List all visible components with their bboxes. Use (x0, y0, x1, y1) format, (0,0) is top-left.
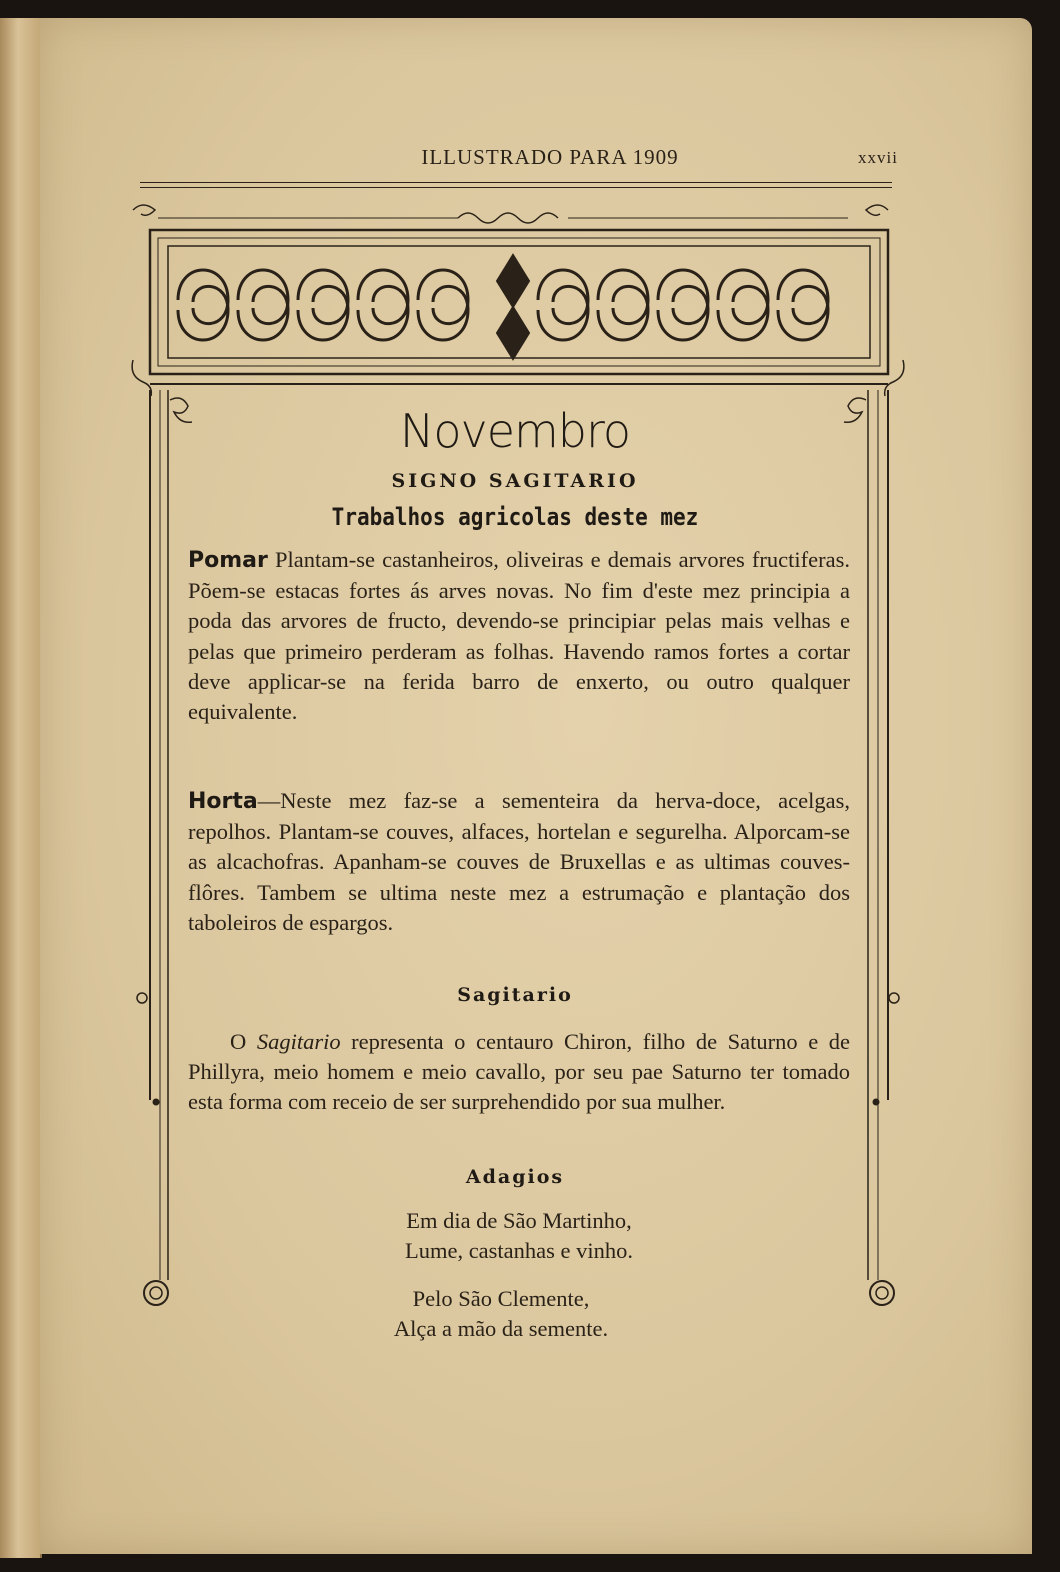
verse-line: Em dia de São Martinho, (406, 1208, 632, 1233)
sagitario-text-lead: O (230, 1029, 257, 1054)
horta-paragraph (188, 786, 850, 938)
running-head: ILLUSTRADO PARA 1909 (421, 145, 679, 169)
pomar-paragraph (188, 545, 850, 727)
ornamental-frame (128, 200, 908, 1320)
pomar-text: Plantam-se castanheiros, oliveiras e demais arvores fructiferas. Põem-se estacas fortes ás arves novas. No fim d'este mez principia a poda das arvores de fructo, devendo-se principiar pelas mais velhas e pelas que primeiro perderam as folhas. Havendo ramos fortes a cortar deve applicar-se na ferida barro de enxerto, ou outro qualquer equivalente. (188, 547, 850, 725)
zodiac-sign: SIGNO SAGITARIO (391, 470, 639, 492)
sagitario-text: representa o centauro Chiron, filho de Saturno e de Phillyra, meio homem e meio cavallo, por seu pae Saturno ter tomado esta forma com receio de ser surprehendido por sua mulher. (188, 1029, 851, 1115)
sagitario-paragraph (188, 1027, 850, 1118)
sagitario-italic: Sagitario (256, 1029, 341, 1054)
verse-line: Lume, castanhas e vinho. (404, 1238, 634, 1263)
book-spine-edge (0, 18, 42, 1558)
adagio-verse-2 (170, 1284, 832, 1344)
adagios-heading: Adagios (465, 1166, 565, 1188)
pomar-label: Pomar (188, 548, 268, 573)
sagitario-heading: Sagitario (457, 984, 573, 1006)
verse-line: Alça a mão da semente. (393, 1316, 609, 1341)
horta-label: Horta (188, 789, 258, 814)
header-rule (140, 182, 892, 188)
works-heading: Trabalhos agricolas deste mez (331, 503, 699, 531)
horta-text: —Neste mez faz-se a sementeira da herva-doce, acelgas, repolhos. Plantam-se couves, alfaces, hortelan e segurelha. Alporcam-se as alcachofras. Apanham-se couves de Bruxellas e as ultimas couves-flôres. Tambem se ultima neste mez a estrumação e plantação dos taboleiros de espargos. (188, 788, 850, 935)
verse-line: Pelo São Clemente, (412, 1286, 590, 1311)
month-title: Novembro (399, 404, 631, 458)
page-number: xxvii (858, 148, 898, 167)
adagio-verse-1 (188, 1206, 850, 1266)
